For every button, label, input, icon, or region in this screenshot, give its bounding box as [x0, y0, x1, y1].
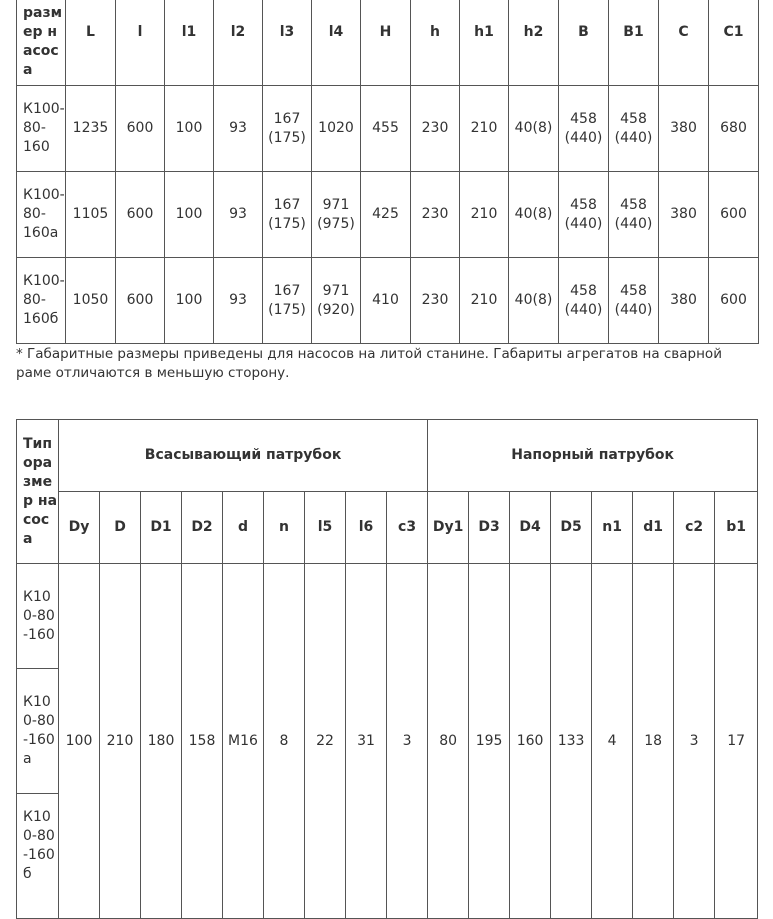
- header-cell: c3: [387, 492, 428, 564]
- header-cell: l5: [305, 492, 346, 564]
- header-cell: c2: [674, 492, 715, 564]
- table-cell: 1050: [66, 258, 116, 344]
- header-cell: l1: [165, 0, 214, 86]
- table-cell: 100: [59, 564, 100, 919]
- table-cell: 410: [361, 258, 411, 344]
- header-cell: l4: [312, 0, 361, 86]
- table-header-row: [17, 492, 758, 564]
- table-cell: 40(8): [509, 86, 559, 172]
- header-cell: D1: [141, 492, 182, 564]
- table-cell: 93: [214, 172, 263, 258]
- header-cell: l2: [214, 0, 263, 86]
- table-cell: 458 (440): [559, 86, 609, 172]
- table-cell: 455: [361, 86, 411, 172]
- table-cell: 100: [165, 86, 214, 172]
- header-cell: l6: [346, 492, 387, 564]
- table-group-header-row: [17, 420, 758, 492]
- table-cell: 971 (920): [312, 258, 361, 344]
- table-row: [17, 258, 759, 344]
- header-cell: D4: [510, 492, 551, 564]
- table-cell: 210: [460, 258, 509, 344]
- header-cell: d1: [633, 492, 674, 564]
- dimensions-table: [16, 0, 759, 344]
- table-cell: 210: [100, 564, 141, 919]
- table-cell: 31: [346, 564, 387, 919]
- table-cell: 40(8): [509, 258, 559, 344]
- table-cell: 600: [116, 258, 165, 344]
- header-cell: D2: [182, 492, 223, 564]
- row-pump-name: К100-80-160а: [17, 172, 66, 258]
- table-row: [17, 172, 759, 258]
- table-cell: 1105: [66, 172, 116, 258]
- table-cell: 22: [305, 564, 346, 919]
- table-header-row: [17, 0, 759, 86]
- header-cell: Dy1: [428, 492, 469, 564]
- table-cell: 1235: [66, 86, 116, 172]
- table-cell: 458 (440): [609, 86, 659, 172]
- table-cell: 600: [116, 86, 165, 172]
- header-cell: D3: [469, 492, 510, 564]
- table-cell: 167 (175): [263, 258, 312, 344]
- header-cell: Dy: [59, 492, 100, 564]
- table-cell: 80: [428, 564, 469, 919]
- table-cell: 600: [709, 172, 759, 258]
- table-cell: 93: [214, 258, 263, 344]
- row-pump-name: К100-80-160: [17, 86, 66, 172]
- table-cell: 458 (440): [609, 258, 659, 344]
- table-cell: M16: [223, 564, 264, 919]
- row-pump-name: К100-80-160: [17, 564, 59, 669]
- table-cell: 458 (440): [609, 172, 659, 258]
- footnote: * Габаритные размеры приведены для насосов на литой станине. Габариты агрегатов на сварной раме отличаются в меньшую сторону.: [16, 346, 722, 381]
- row-pump-name: К100-80-160а: [17, 669, 59, 794]
- table-cell: 167 (175): [263, 86, 312, 172]
- row-pump-name: К100-80-160б: [17, 794, 59, 919]
- header-cell: n1: [592, 492, 633, 564]
- table-cell: 600: [116, 172, 165, 258]
- header-cell: h2: [509, 0, 559, 86]
- table-cell: 17: [715, 564, 758, 919]
- table-cell: 971 (975): [312, 172, 361, 258]
- header-cell: n: [264, 492, 305, 564]
- table-cell: 210: [460, 86, 509, 172]
- header-cell: b1: [715, 492, 758, 564]
- header-cell: D: [100, 492, 141, 564]
- header-cell: B1: [609, 0, 659, 86]
- table-cell: 18: [633, 564, 674, 919]
- table-cell: 8: [264, 564, 305, 919]
- table-cell: 230: [411, 86, 460, 172]
- header-cell: H: [361, 0, 411, 86]
- table-cell: 4: [592, 564, 633, 919]
- header-pump-type: Типоразмер насоса: [17, 420, 59, 564]
- header-cell: B: [559, 0, 609, 86]
- table-cell: 210: [460, 172, 509, 258]
- table-cell: 380: [659, 172, 709, 258]
- table-cell: 158: [182, 564, 223, 919]
- header-cell: h: [411, 0, 460, 86]
- table-cell: 425: [361, 172, 411, 258]
- table-cell: 100: [165, 172, 214, 258]
- table-cell: 167 (175): [263, 172, 312, 258]
- table-row: [17, 564, 758, 669]
- table-cell: 133: [551, 564, 592, 919]
- header-cell: D5: [551, 492, 592, 564]
- row-pump-name: К100-80-160б: [17, 258, 66, 344]
- table-cell: 230: [411, 172, 460, 258]
- table-cell: 380: [659, 86, 709, 172]
- table-cell: 230: [411, 258, 460, 344]
- header-cell: C1: [709, 0, 759, 86]
- table-cell: 680: [709, 86, 759, 172]
- table-cell: 458 (440): [559, 258, 609, 344]
- table-cell: 380: [659, 258, 709, 344]
- header-pressure-nozzle: Напорный патрубок: [428, 420, 758, 492]
- header-cell: l: [116, 0, 165, 86]
- table-cell: 3: [387, 564, 428, 919]
- header-suction-nozzle: Всасывающий патрубок: [59, 420, 428, 492]
- header-cell: d: [223, 492, 264, 564]
- table-cell: 180: [141, 564, 182, 919]
- header-cell: C: [659, 0, 709, 86]
- table-row: [17, 86, 759, 172]
- table-cell: 40(8): [509, 172, 559, 258]
- table-cell: 1020: [312, 86, 361, 172]
- table-cell: 93: [214, 86, 263, 172]
- flanges-table: [16, 419, 758, 919]
- header-cell: l3: [263, 0, 312, 86]
- header-pump-type: размер насоса: [17, 0, 66, 86]
- table-cell: 160: [510, 564, 551, 919]
- table-cell: 195: [469, 564, 510, 919]
- header-cell: h1: [460, 0, 509, 86]
- table-cell: 600: [709, 258, 759, 344]
- table-cell: 458 (440): [559, 172, 609, 258]
- table-cell: 3: [674, 564, 715, 919]
- table-cell: 100: [165, 258, 214, 344]
- header-cell: L: [66, 0, 116, 86]
